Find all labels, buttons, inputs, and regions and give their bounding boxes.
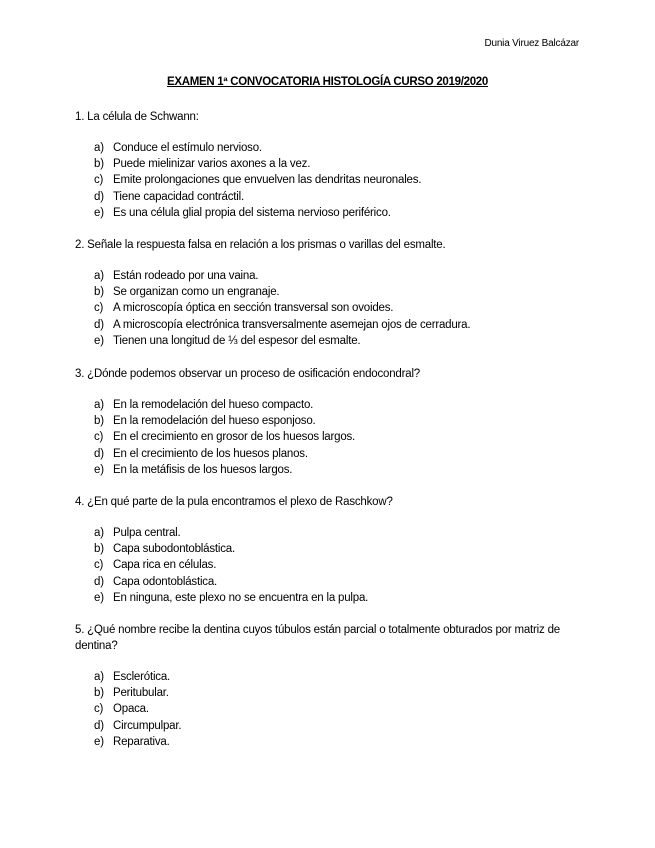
option-letter: c) — [94, 559, 104, 572]
question-4: 4. ¿En qué parte de la pula encontramos el plexo de Raschkow? — [75, 496, 393, 508]
option-text: Es una célula glial propia del sistema nervioso periférico. — [113, 206, 391, 219]
option-letter: c) — [94, 431, 104, 444]
option-1b — [94, 156, 574, 172]
option-letter: e) — [94, 735, 104, 748]
option-1e — [94, 205, 574, 221]
question-3: 3. ¿Dónde podemos observar un proceso de osificación endocondral? — [75, 368, 420, 380]
question-5: 5. ¿Qué nombre recibe la dentina cuyos túbulos están parcial o totalmente obturados por matriz de dentina? — [75, 624, 560, 652]
option-1a — [94, 140, 574, 156]
option-text: A microscopía electrónica transversalmente asemejan ojos de cerradura. — [113, 318, 471, 331]
option-text: Conduce el estímulo nervioso. — [113, 142, 262, 154]
option-letter: e) — [94, 463, 104, 476]
option-5a — [94, 669, 574, 685]
option-3a — [94, 397, 574, 413]
option-text: Reparativa. — [113, 735, 170, 748]
option-letter: b) — [94, 286, 104, 299]
option-text: Tienen una longitud de ⅓ del espesor del esmalte. — [113, 334, 361, 347]
option-5c — [94, 701, 574, 717]
option-text: Capa subodontoblástica. — [113, 543, 235, 556]
option-1d — [94, 189, 574, 205]
option-text: En la metáfisis de los huesos largos. — [113, 463, 293, 476]
option-4d — [94, 574, 574, 590]
question-1: 1. La célula de Schwann: — [75, 111, 199, 123]
option-letter: d) — [94, 447, 104, 460]
option-letter: e) — [94, 591, 104, 604]
option-letter: a) — [94, 270, 104, 282]
option-letter: d) — [94, 719, 104, 732]
question-4-options — [94, 525, 574, 606]
option-letter: b) — [94, 543, 104, 556]
option-letter: d) — [94, 190, 104, 203]
option-text: Pulpa central. — [113, 527, 181, 539]
option-4c — [94, 557, 574, 573]
option-2d — [94, 317, 574, 333]
option-3c — [94, 429, 574, 445]
option-4e — [94, 590, 574, 606]
option-letter: c) — [94, 174, 104, 187]
option-2b — [94, 284, 574, 300]
option-5d — [94, 718, 574, 734]
question-2: 2. Señale la respuesta falsa en relación a los prismas o varillas del esmalte. — [75, 239, 446, 251]
option-letter: a) — [94, 527, 104, 539]
option-text: Circumpulpar. — [113, 719, 182, 732]
question-3-options — [94, 397, 574, 478]
option-3d — [94, 446, 574, 462]
option-letter: b) — [94, 415, 104, 428]
option-3e — [94, 462, 574, 478]
question-1-options — [94, 140, 574, 221]
option-4a — [94, 525, 574, 541]
option-text: En el crecimiento en grosor de los huesos largos. — [113, 431, 356, 444]
option-5b — [94, 685, 574, 701]
option-text: Capa odontoblástica. — [113, 575, 218, 588]
question-5-options — [94, 669, 574, 750]
option-text: En la remodelación del hueso esponjoso. — [113, 415, 316, 428]
option-text: Emite prolongaciones que envuelven las dendritas neuronales. — [113, 174, 422, 187]
option-text: Se organizan como un engranaje. — [113, 286, 280, 299]
option-letter: a) — [94, 142, 104, 154]
option-text: Están rodeado por una vaina. — [113, 270, 259, 282]
option-letter: c) — [94, 302, 104, 315]
option-text: Capa rica en células. — [113, 559, 217, 572]
option-letter: e) — [94, 334, 104, 347]
option-letter: b) — [94, 158, 104, 171]
option-1c — [94, 172, 574, 188]
option-5e — [94, 734, 574, 750]
option-text: Esclerótica. — [113, 671, 171, 683]
option-text: En ninguna, este plexo no se encuentra en la pulpa. — [113, 591, 369, 604]
author-name: Dunia Viruez Balcázar — [484, 38, 579, 49]
option-letter: d) — [94, 575, 104, 588]
option-text: Tiene capacidad contráctil. — [113, 190, 244, 203]
option-letter: a) — [94, 399, 104, 411]
option-text: A microscopía óptica en sección transversal son ovoides. — [113, 302, 394, 315]
option-text: Opaca. — [113, 703, 149, 716]
exam-title: EXAMEN 1ª CONVOCATORIA HISTOLOGÍA CURSO 2019/2020 — [166, 76, 488, 88]
option-letter: e) — [94, 206, 104, 219]
option-letter: b) — [94, 687, 104, 700]
option-letter: d) — [94, 318, 104, 331]
option-4b — [94, 541, 574, 557]
option-text: Puede mielinizar varios axones a la vez. — [113, 158, 311, 171]
option-text: En el crecimiento de los huesos planos. — [113, 447, 308, 460]
option-letter: c) — [94, 703, 104, 716]
option-text: Peritubular. — [113, 687, 169, 700]
option-2e — [94, 333, 574, 349]
option-letter: a) — [94, 671, 104, 683]
option-2a — [94, 268, 574, 284]
option-text: En la remodelación del hueso compacto. — [113, 399, 314, 411]
option-3b — [94, 413, 574, 429]
option-2c — [94, 300, 574, 316]
question-2-options — [94, 268, 574, 349]
